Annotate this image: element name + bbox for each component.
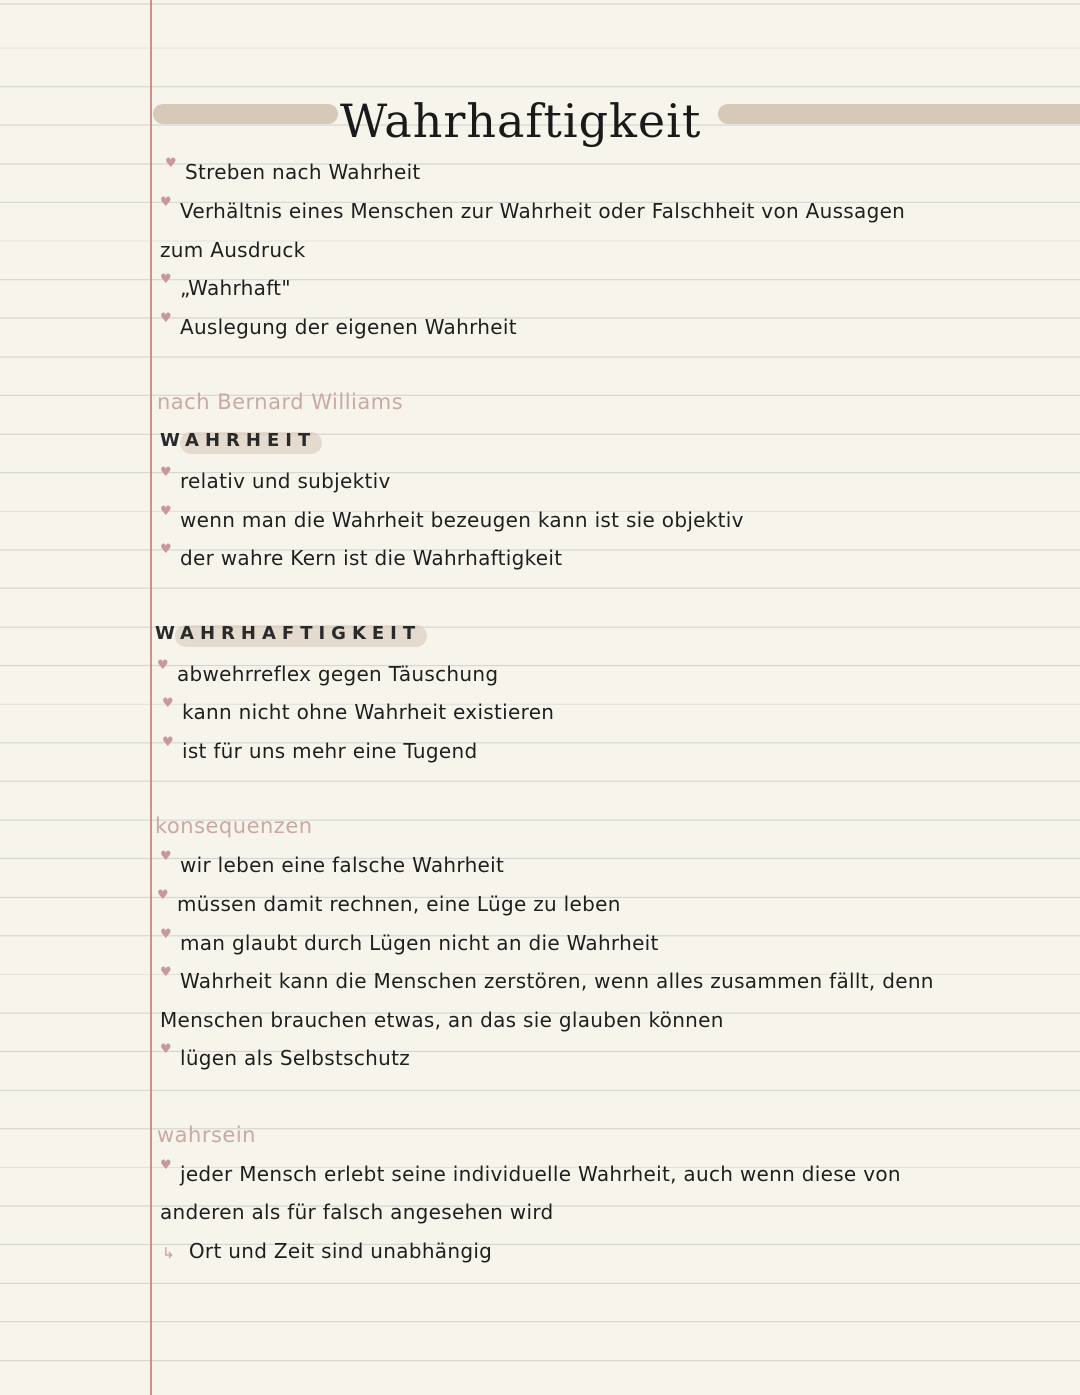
item-text: wir leben eine falsche Wahrheit xyxy=(179,853,505,877)
list-item xyxy=(160,927,659,955)
section-heading-wahrsein: wahrsein xyxy=(157,1123,256,1147)
item-text: Streben nach Wahrheit xyxy=(184,160,421,184)
margin-line xyxy=(150,0,152,1395)
list-item-continuation: Menschen brauchen etwas, an das sie glauben können xyxy=(160,1008,724,1032)
item-text: man glaubt durch Lügen nicht an die Wahrheit xyxy=(179,931,659,955)
heart-icon: ♥ xyxy=(160,311,172,326)
heart-icon: ♥ xyxy=(165,156,177,171)
item-text: wenn man die Wahrheit bezeugen kann ist sie objektiv xyxy=(179,508,744,532)
list-item-continuation: anderen als für falsch angesehen wird xyxy=(160,1200,554,1224)
list-item xyxy=(160,465,391,493)
heart-icon: ♥ xyxy=(157,888,169,903)
heart-icon: ♥ xyxy=(157,658,169,673)
section-heading-williams: nach Bernard Williams xyxy=(157,390,404,414)
item-text: müssen damit rechnen, eine Lüge zu leben xyxy=(176,892,621,916)
list-item xyxy=(160,272,291,300)
list-item xyxy=(160,1042,411,1070)
heart-icon: ♥ xyxy=(160,542,172,557)
heart-icon: ♥ xyxy=(160,965,172,980)
list-item xyxy=(157,888,621,916)
item-text: relativ und subjektiv xyxy=(179,469,391,493)
list-item xyxy=(160,542,563,570)
list-item xyxy=(162,696,555,724)
item-text: Wahrheit kann die Menschen zerstören, wenn alles zusammen fällt, denn xyxy=(179,969,934,993)
heart-icon: ♥ xyxy=(160,195,172,210)
item-text: lügen als Selbstschutz xyxy=(179,1046,411,1070)
heart-icon: ♥ xyxy=(160,272,172,287)
item-text: kann nicht ohne Wahrheit existieren xyxy=(181,700,555,724)
list-item xyxy=(160,195,906,223)
section-heading-konsequenzen: konsequenzen xyxy=(155,814,313,838)
title-underline-right xyxy=(718,104,1080,124)
heart-icon: ♥ xyxy=(162,735,174,750)
list-item xyxy=(162,735,478,763)
item-text: Ort und Zeit sind unabhängig xyxy=(188,1239,493,1263)
list-item xyxy=(160,311,517,339)
arrow-icon: ↳ xyxy=(162,1244,175,1262)
list-item xyxy=(165,156,421,184)
list-item xyxy=(160,1239,492,1263)
item-text: jeder Mensch erlebt seine individuelle Wahrheit, auch wenn diese von xyxy=(179,1162,901,1186)
item-text: abwehrreflex gegen Täuschung xyxy=(176,662,499,686)
heart-icon: ♥ xyxy=(160,927,172,942)
list-item xyxy=(157,658,499,686)
heart-icon: ♥ xyxy=(160,1042,172,1057)
item-text: Verhältnis eines Menschen zur Wahrheit oder Falschheit von Aussagen xyxy=(179,199,906,223)
title-underline-left xyxy=(153,104,338,124)
heart-icon: ♥ xyxy=(162,696,174,711)
list-item-continuation: zum Ausdruck xyxy=(160,238,306,262)
heart-icon: ♥ xyxy=(160,465,172,480)
item-text: „Wahrhaft" xyxy=(179,276,291,300)
wahrhaftigkeit-heading: WAHRHAFTIGKEIT xyxy=(155,623,422,644)
list-item xyxy=(160,504,744,532)
list-item xyxy=(160,965,934,993)
wahrheit-heading: WAHRHEIT xyxy=(160,430,317,451)
page-title: Wahrhaftigkeit xyxy=(340,94,702,148)
list-item xyxy=(160,1158,901,1186)
heart-icon: ♥ xyxy=(160,1158,172,1173)
heart-icon: ♥ xyxy=(160,504,172,519)
heart-icon: ♥ xyxy=(160,849,172,864)
item-text: der wahre Kern ist die Wahrhaftigkeit xyxy=(179,546,563,570)
item-text: ist für uns mehr eine Tugend xyxy=(181,739,478,763)
item-text: Auslegung der eigenen Wahrheit xyxy=(179,315,517,339)
list-item xyxy=(160,849,505,877)
